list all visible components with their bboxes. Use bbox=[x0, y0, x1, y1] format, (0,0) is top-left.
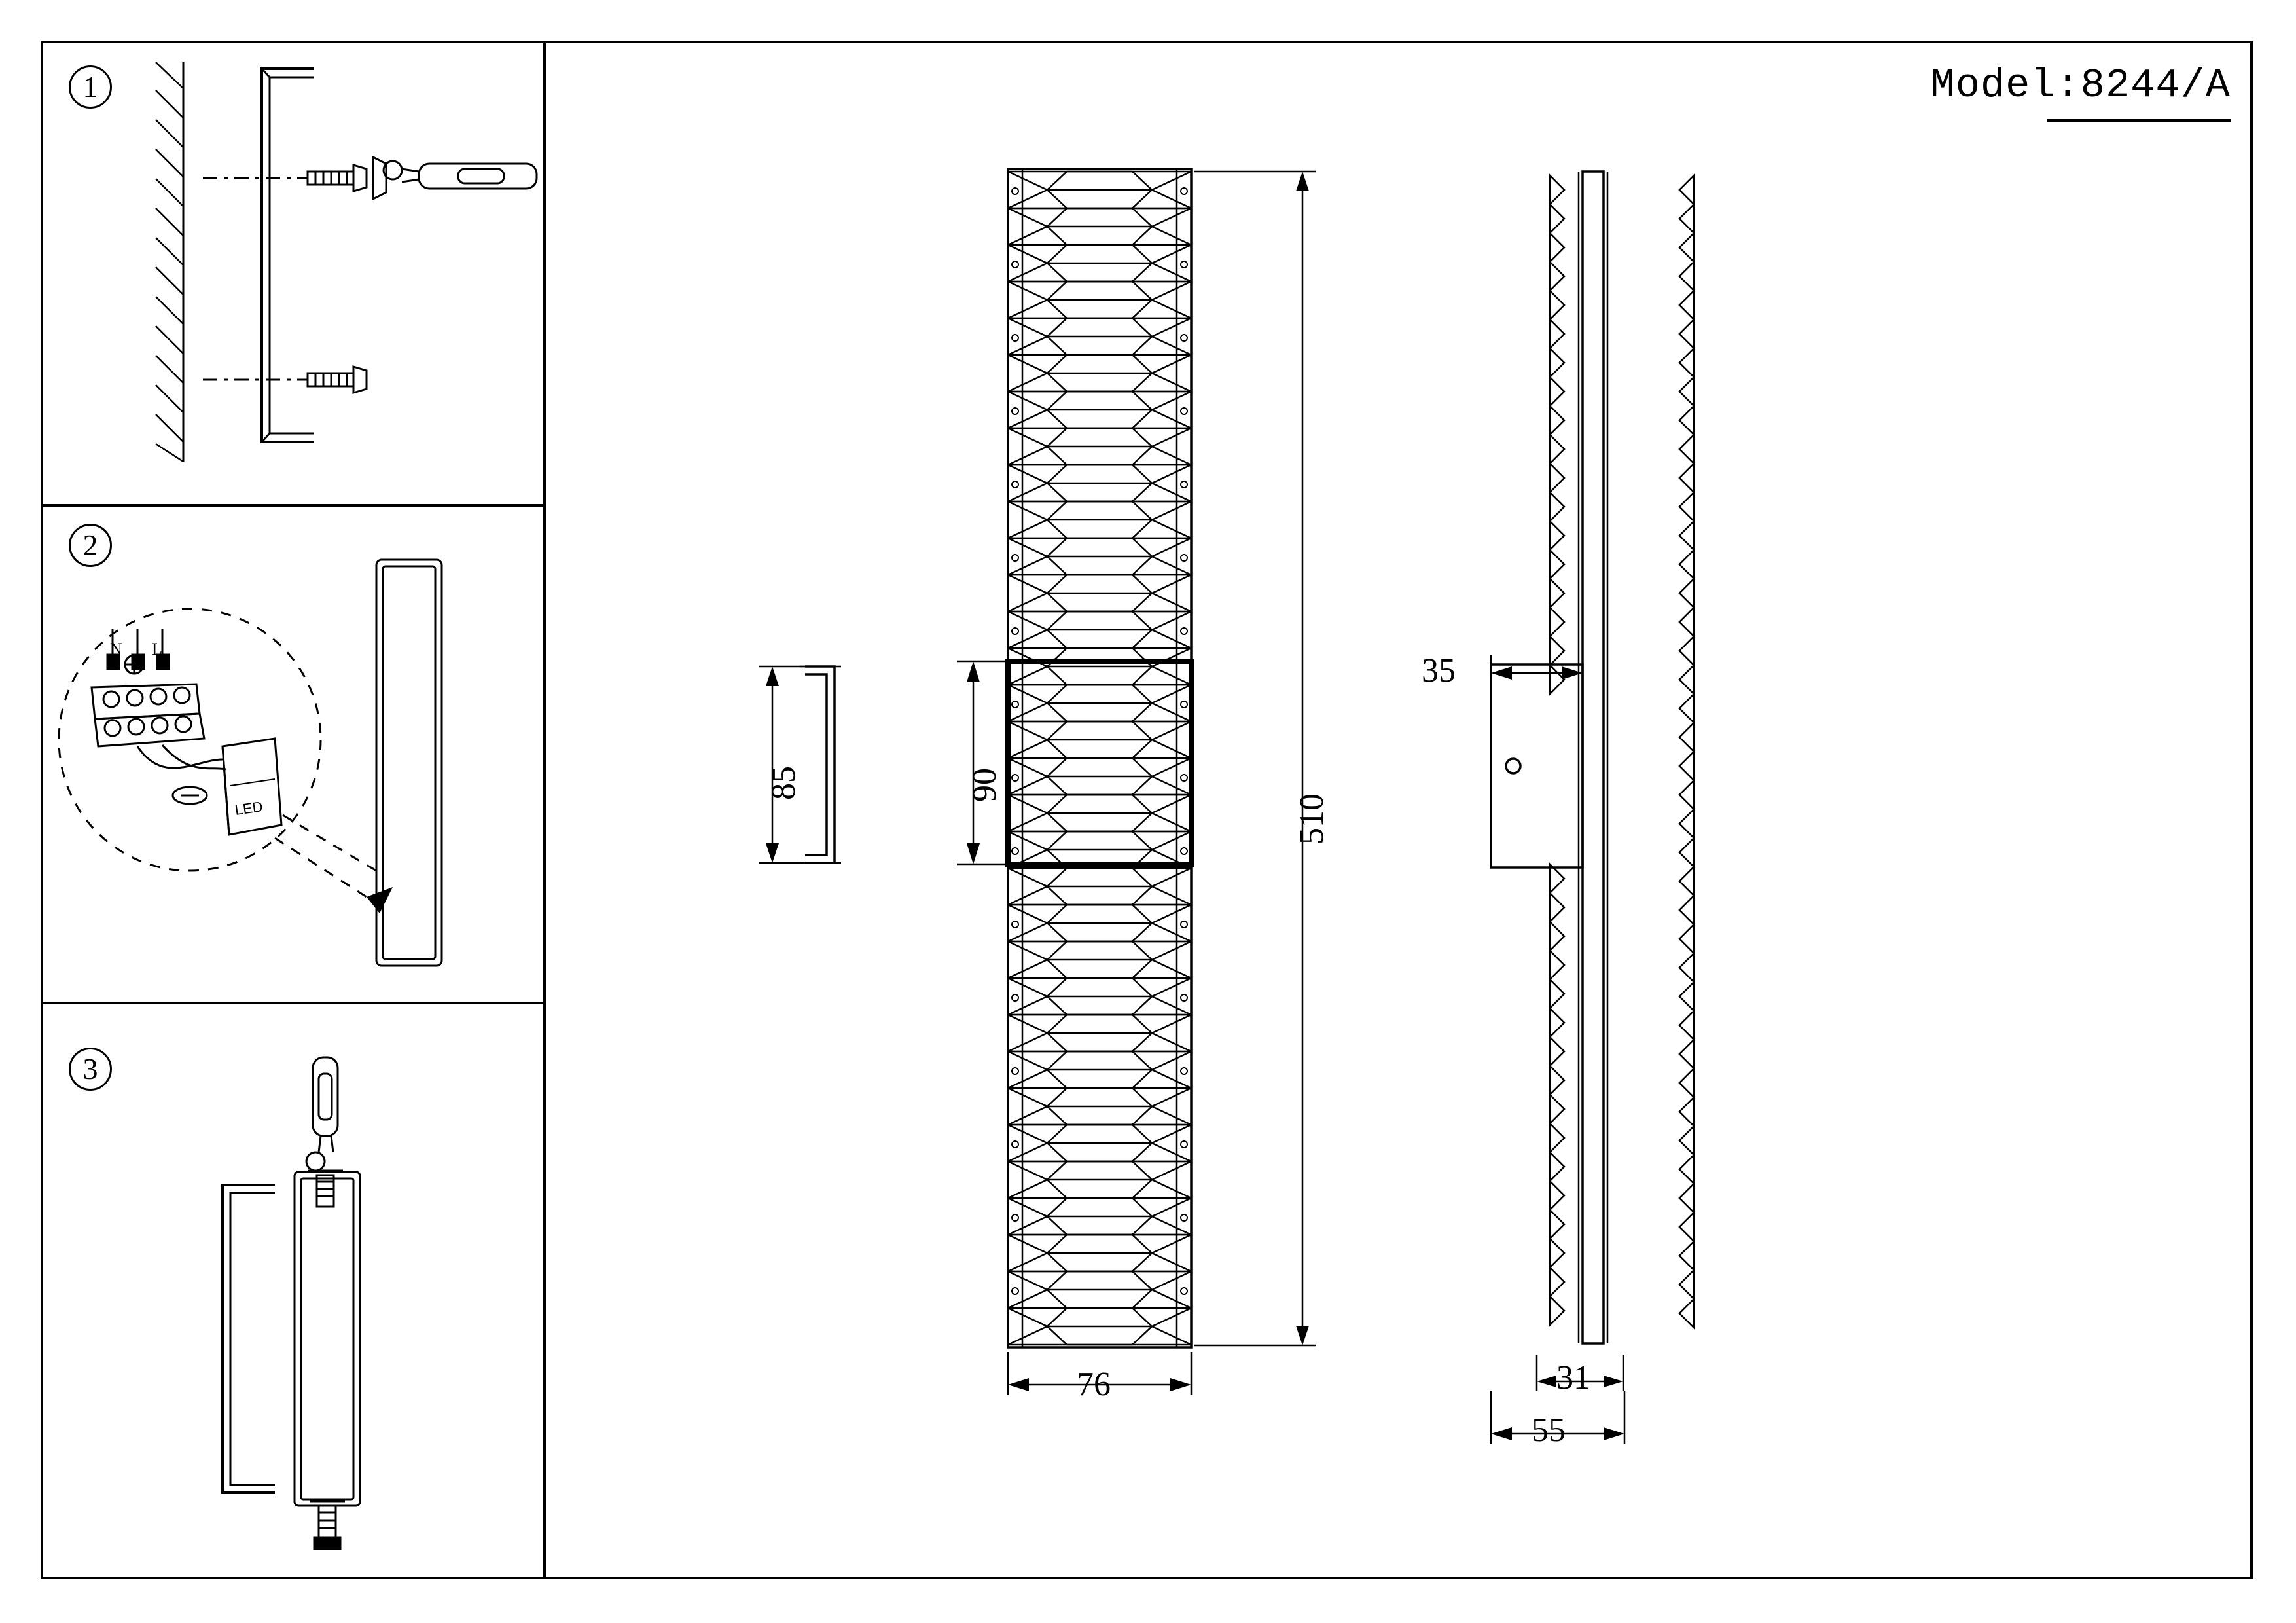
svg-text:N: N bbox=[110, 640, 122, 659]
svg-text:LED: LED bbox=[234, 798, 264, 818]
step-number-1: 1 bbox=[69, 65, 112, 109]
dim-55-label: 55 bbox=[1532, 1412, 1566, 1449]
dim-31-label: 31 bbox=[1556, 1359, 1590, 1396]
dim-510-label: 510 bbox=[1293, 793, 1331, 845]
step-number-2: 2 bbox=[69, 524, 112, 567]
svg-text:L: L bbox=[152, 640, 162, 659]
model-label: Model:8244/A bbox=[1930, 62, 2231, 109]
dim-85-label: 85 bbox=[765, 766, 802, 800]
step-number-3: 3 bbox=[69, 1048, 112, 1091]
dim-90-label: 90 bbox=[966, 768, 1003, 802]
dim-76-label: 76 bbox=[1077, 1366, 1111, 1403]
dim-35-label: 35 bbox=[1422, 652, 1456, 689]
